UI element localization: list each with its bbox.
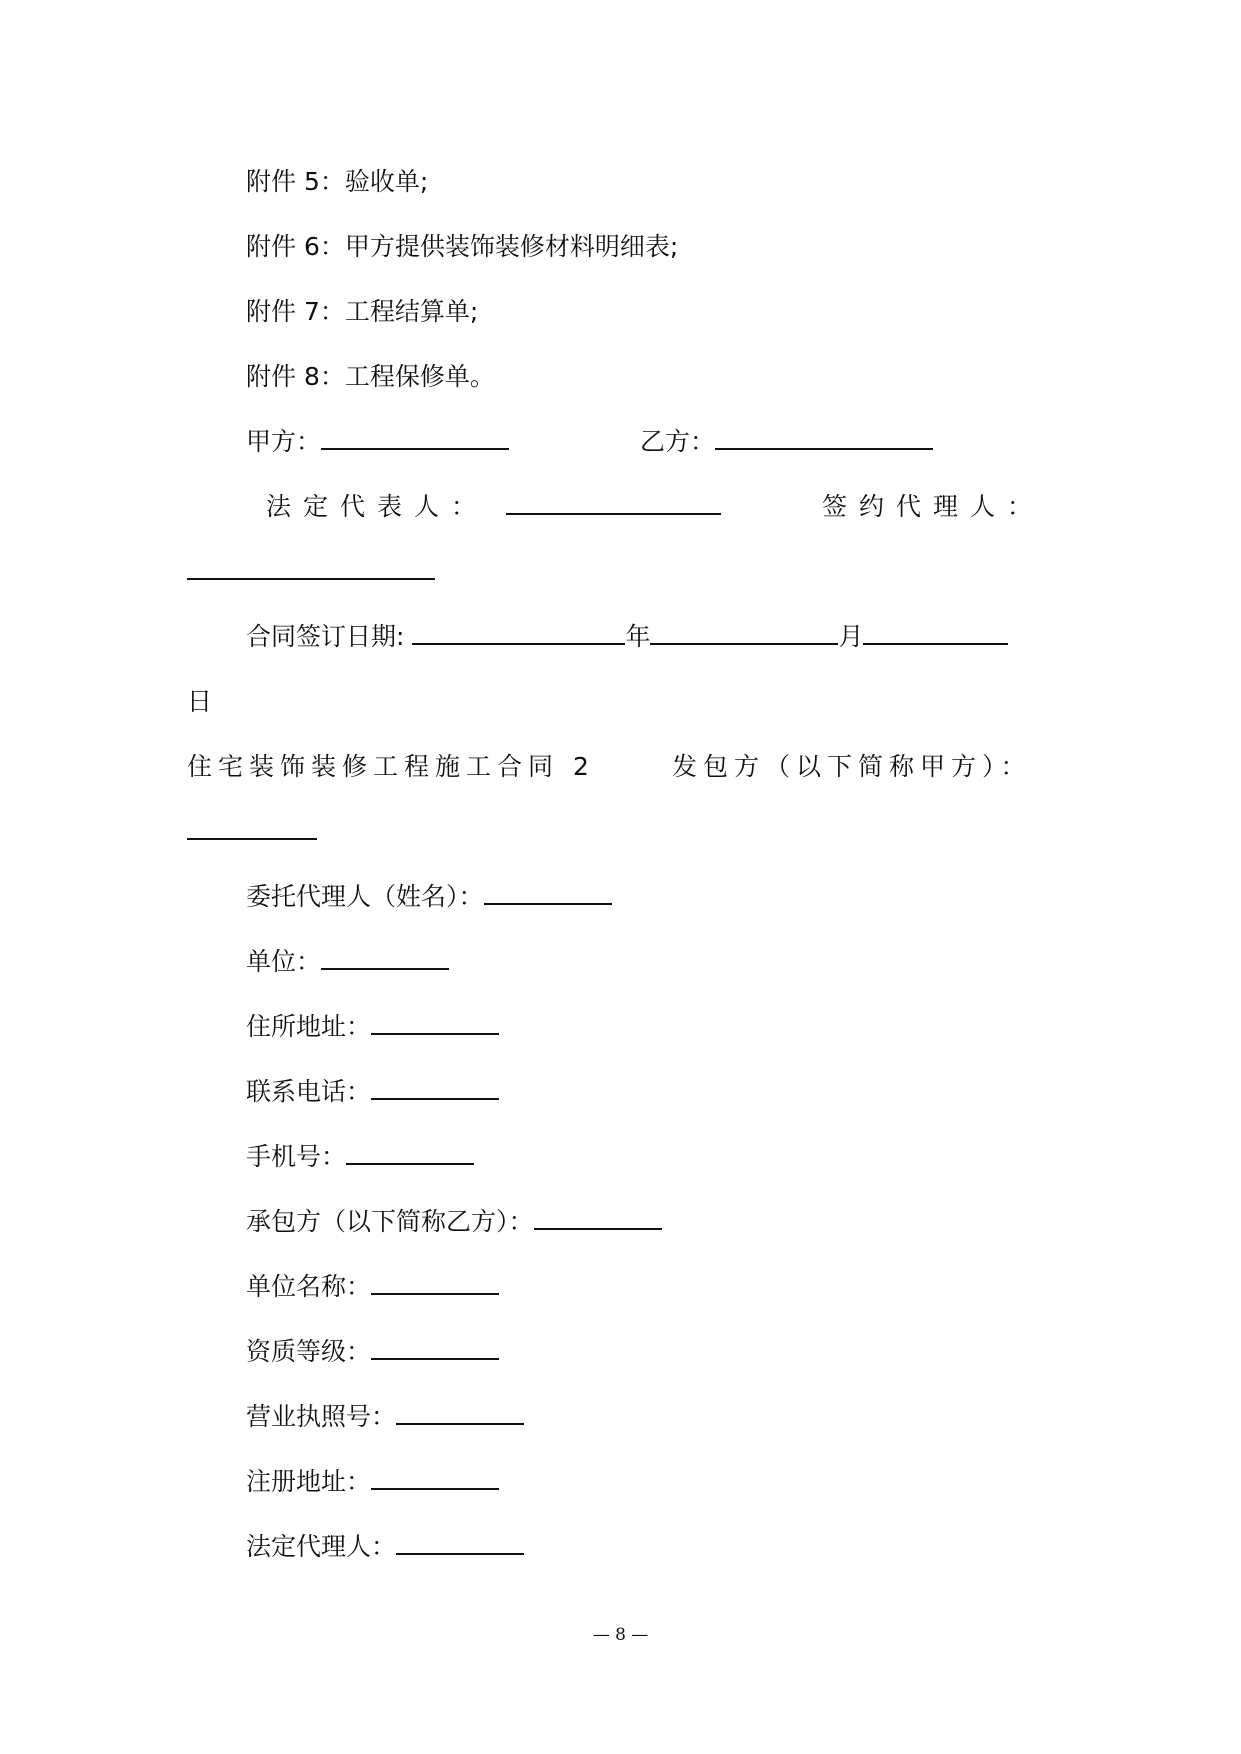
contractor-blank[interactable]: [534, 1202, 662, 1230]
field-label: 单位：: [246, 947, 322, 976]
day-line: [187, 682, 212, 722]
employer-blank[interactable]: [187, 812, 317, 840]
party-a-line: [246, 422, 509, 462]
field-blank[interactable]: [321, 942, 449, 970]
employer-line: [672, 747, 1032, 787]
field-label: 单位名称：: [246, 1272, 372, 1301]
field-label: 委托代理人（姓名）：: [246, 882, 484, 911]
party-b-label: 乙方：: [640, 427, 716, 456]
field-unit: [246, 942, 449, 982]
field-label: 法定代理人：: [246, 1532, 397, 1561]
day-label: 日: [187, 687, 213, 716]
field-blank[interactable]: [371, 1462, 499, 1490]
agent-label: 签约代理人：: [822, 492, 1045, 521]
legal-rep-blank-wrap: [506, 487, 721, 527]
attachment-8: [246, 357, 495, 397]
contractor-label: 承包方（以下简称乙方）：: [246, 1207, 534, 1236]
contractor-line: [246, 1202, 662, 1242]
party-a-label: 甲方：: [246, 427, 322, 456]
employer-label: 发包方（以下简称甲方）：: [672, 752, 1032, 781]
agent-blank-wrap: [187, 552, 435, 592]
field-license-no: [246, 1397, 524, 1437]
employer-blank-wrap: [187, 812, 317, 852]
attachment-text: 附件 6：甲方提供装饰装修材料明细表;: [246, 232, 679, 261]
sign-date-line: [246, 617, 1008, 657]
agent-blank[interactable]: [187, 552, 435, 580]
sign-year-blank[interactable]: [412, 617, 625, 645]
field-label: 注册地址：: [246, 1467, 372, 1496]
contract2-title-text: 住宅装饰装修工程施工合同 2: [187, 752, 595, 781]
field-address: [246, 1007, 499, 1047]
agent-line: [822, 487, 1044, 527]
field-blank[interactable]: [371, 1007, 499, 1035]
legal-rep-label: 法定代表人：: [266, 492, 489, 521]
attachment-text: 附件 7：工程结算单;: [246, 297, 479, 326]
attachment-7: [246, 292, 478, 332]
field-label: 资质等级：: [246, 1337, 372, 1366]
field-blank[interactable]: [396, 1527, 524, 1555]
sign-day-blank[interactable]: [863, 617, 1008, 645]
field-entrusted-agent: [246, 877, 612, 917]
field-label: 住所地址：: [246, 1012, 372, 1041]
sign-month-blank[interactable]: [650, 617, 838, 645]
year-label: 年: [625, 622, 651, 651]
field-unit-name: [246, 1267, 499, 1307]
field-blank[interactable]: [371, 1267, 499, 1295]
party-b-line: [640, 422, 933, 462]
field-blank[interactable]: [371, 1072, 499, 1100]
attachment-text: 附件 8：工程保修单。: [246, 362, 495, 391]
field-qualification: [246, 1332, 499, 1372]
attachment-text: 附件 5：验收单;: [246, 167, 429, 196]
legal-rep-blank[interactable]: [506, 487, 721, 515]
field-label: 手机号：: [246, 1142, 347, 1171]
month-label: 月: [838, 622, 864, 651]
party-a-blank[interactable]: [321, 422, 509, 450]
sign-date-label: 合同签订日期:: [246, 622, 405, 651]
field-mobile: [246, 1137, 474, 1177]
attachment-6: [246, 227, 678, 267]
field-blank[interactable]: [371, 1332, 499, 1360]
party-b-blank[interactable]: [715, 422, 933, 450]
field-phone: [246, 1072, 499, 1112]
attachment-5: [246, 162, 428, 202]
contract2-title: [187, 747, 595, 787]
field-blank[interactable]: [346, 1137, 474, 1165]
field-label: 联系电话：: [246, 1077, 372, 1106]
field-legal-agent: [246, 1527, 524, 1567]
page-number: — 8 —: [592, 1625, 649, 1645]
field-blank[interactable]: [396, 1397, 524, 1425]
field-blank[interactable]: [484, 877, 612, 905]
field-registered-address: [246, 1462, 499, 1502]
legal-rep-line: [266, 487, 488, 527]
field-label: 营业执照号：: [246, 1402, 397, 1431]
